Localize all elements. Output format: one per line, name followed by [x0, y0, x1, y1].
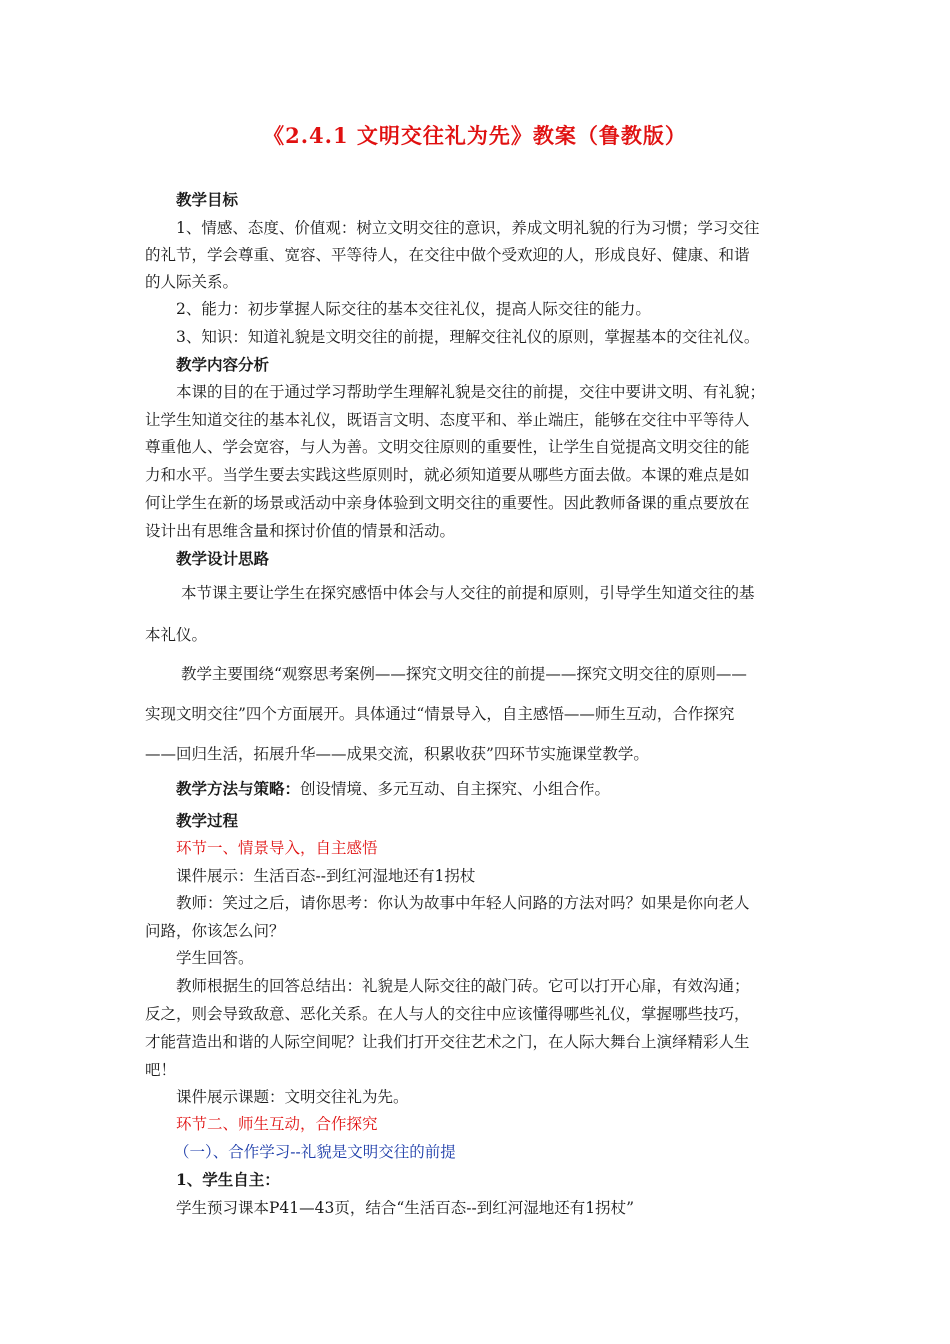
self-study-text: 学生预习课本P41—43页，结合“生活百态--到红河湿地还有1拐杖” [176, 1199, 635, 1217]
stage-1-heading: 环节一、情景导入，自主感悟 [176, 839, 378, 857]
design-p1-line-2: 本礼仪。 [145, 626, 208, 644]
objective-1-line-1: 1、情感、态度、价值观：树立文明交往的意识，养成文明礼貌的行为习惯；学习交往 [176, 219, 760, 237]
summary-line-1: 教师根据生的回答总结出：礼貌是人际交往的敲门砖。它可以打开心扉，有效沟通； [176, 977, 750, 995]
objective-2: 2、能力：初步掌握人际交往的基本交往礼仪，提高人际交往的能力。 [176, 300, 651, 318]
analysis-heading: 教学内容分析 [176, 355, 270, 374]
analysis-line-2: 让学生知道交往的基本礼仪，既语言文明、态度平和、举止端庄，能够在交往中平等待人 [145, 411, 750, 429]
subsection-1-heading: （一）、合作学习--礼貌是文明交往的前提 [174, 1143, 456, 1161]
document-title: 《2.4.1 文明交往礼为先》教案（鲁教版） [263, 123, 687, 148]
courseware-2: 课件展示课题：文明交往礼为先。 [176, 1088, 409, 1106]
process-heading: 教学过程 [176, 811, 239, 830]
methods-line [176, 779, 841, 799]
methods-label: 教学方法与策略： [176, 779, 301, 798]
courseware-1: 课件展示：生活百态--到红河湿地还有1拐杖 [176, 867, 476, 885]
teacher-line-1: 教师：笑过之后，请你思考：你认为故事中年轻人问路的方法对吗？如果是你向老人 [176, 894, 750, 912]
stage-2-heading: 环节二、师生互动，合作探究 [176, 1115, 378, 1133]
design-p1-line-1: 本节课主要让学生在探究感悟中体会与人交往的前提和原则，引导学生知道交往的基 [181, 584, 755, 602]
objective-1-line-3: 的人际关系。 [145, 273, 239, 291]
objective-1-line-2: 的礼节，学会尊重、宽容、平等待人，在交往中做个受欢迎的人，形成良好、健康、和谐 [145, 246, 750, 264]
teacher-line-2: 问路，你该怎么问？ [145, 922, 285, 940]
self-study-heading: 1、学生自主： [176, 1170, 280, 1189]
summary-line-4: 吧！ [145, 1061, 177, 1079]
analysis-line-6: 设计出有思维含量和探讨价值的情景和活动。 [145, 522, 456, 540]
analysis-line-4: 力和水平。当学生要去实践这些原则时，就必须知道要从哪些方面去做。本课的难点是如 [145, 466, 750, 484]
summary-line-2: 反之，则会导致敌意、恶化关系。在人与人的交往中应该懂得哪些礼仪，掌握哪些技巧， [145, 1005, 750, 1023]
design-p2-line-3: ——回归生活，拓展升华——成果交流，积累收获”四环节实施课堂教学。 [145, 745, 649, 763]
design-p2-line-2: 实现文明交往”四个方面展开。具体通过“情景导入，自主感悟——师生互动，合作探究 [145, 705, 735, 723]
analysis-line-1: 本课的目的在于通过学习帮助学生理解礼貌是交往的前提，交往中要讲文明、有礼貌； [176, 383, 766, 401]
design-p2-line-1: 教学主要围绕“观察思考案例——探究文明交往的前提——探究文明交往的原则—— [181, 665, 747, 683]
design-heading: 教学设计思路 [176, 549, 270, 568]
analysis-line-5: 何让学生在新的场景或活动中亲身体验到文明交往的重要性。因此教师备课的重点要放在 [145, 494, 750, 512]
student-answer: 学生回答。 [176, 949, 254, 967]
analysis-line-3: 尊重他人、学会宽容，与人为善。文明交往原则的重要性，让学生自觉提高文明交往的能 [145, 438, 750, 456]
methods-text: 创设情境、多元互动、自主探究、小组合作。 [300, 780, 611, 798]
summary-line-3: 才能营造出和谐的人际空间呢？让我们打开交往艺术之门，在人际大舞台上演绎精彩人生 [145, 1033, 750, 1051]
objectives-heading: 教学目标 [176, 190, 239, 209]
objective-3: 3、知识：知道礼貌是文明交往的前提，理解交往礼仪的原则，掌握基本的交往礼仪。 [176, 328, 760, 346]
